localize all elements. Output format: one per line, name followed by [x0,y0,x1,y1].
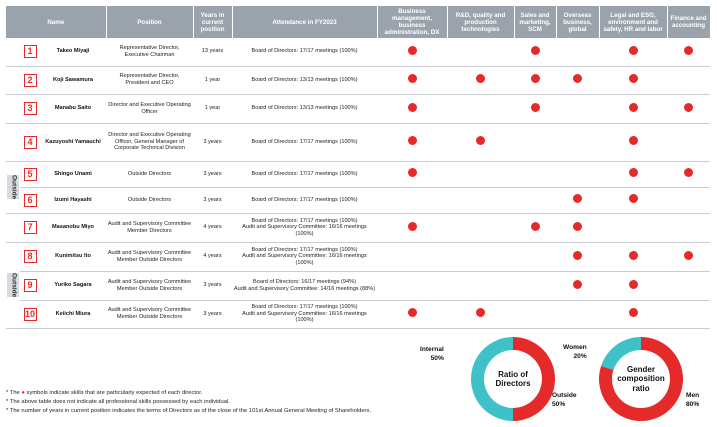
director-attendance [232,161,377,187]
director-name: Manabu Saito [40,94,106,123]
skill-dot-icon [408,46,417,55]
director-position: Director and Executive Operating Officer [106,94,193,123]
director-attendance [232,271,377,300]
skill-dot-icon [684,103,693,112]
number-box: 7 [24,221,37,234]
skill-cell-5 [599,187,667,213]
skill-dot-icon [476,136,485,145]
skill-cell-4 [556,187,599,213]
director-number [20,66,40,94]
outside-label: Outside [10,174,18,200]
skill-cell-3 [514,123,556,161]
director-name: Yuriko Sagara [40,271,106,300]
attendance-line: Board of Directors: 17/17 meetings (100%) [251,138,358,145]
skill-cell-5 [599,213,667,242]
director-name: Takeo Miyaji [40,38,106,66]
header-skill-1: Business management, business administration, DX [377,6,447,38]
skill-cell-4 [556,94,599,123]
table-row [6,300,710,328]
header-years: Years in current position [193,6,232,38]
number-box: 6 [24,194,37,207]
table-row [6,123,710,161]
director-attendance [232,38,377,66]
skill-dot-icon [629,308,638,317]
director-name: Kazuyoshi Yamauchi [40,123,106,161]
skill-dot-icon [531,74,540,83]
skill-dot-icon [629,136,638,145]
outside-group-bar [6,161,20,213]
footnotes [6,389,371,416]
director-number [20,213,40,242]
attendance-line: Board of Directors: 17/17 meetings (100%) [251,48,358,55]
director-position: Outside Directors [106,187,193,213]
skill-dot-icon [629,251,638,260]
attendance-line: Board of Directors: 16/17 meetings (94%) [253,278,356,285]
side-spacer [6,66,20,94]
table-row [6,94,710,123]
table-row [6,271,710,300]
table-row [6,66,710,94]
director-name: Izumi Hayashi [40,187,106,213]
skill-dot-icon [408,308,417,317]
director-position: Audit and Supervisory Committee Member Outside Directors [106,300,193,328]
gender-composition-chart [598,336,684,422]
director-years: 13 years [193,38,232,66]
gender-men-label: Men 80% [686,392,700,408]
skill-dot-icon [476,74,485,83]
skill-dot-icon [684,168,693,177]
skill-cell-2 [447,242,514,271]
skill-dot-icon [629,194,638,203]
footnote-2: * The above table does not indicate all professional skills possessed by each individual. [6,399,230,405]
skill-cell-3 [514,213,556,242]
skill-cell-2 [447,161,514,187]
skill-dot-icon [629,46,638,55]
skill-cell-4 [556,66,599,94]
director-attendance [232,300,377,328]
ratio-internal-label: Internal 50% [420,346,444,362]
skill-cell-2 [447,300,514,328]
skill-dot-icon [573,280,582,289]
skill-cell-1 [377,187,447,213]
number-box: 9 [24,279,37,292]
director-name: Koji Sawamura [40,66,106,94]
director-position: Audit and Supervisory Committee Member Outside Directors [106,242,193,271]
director-attendance [232,187,377,213]
skill-cell-6 [667,123,710,161]
director-years: 3 years [193,300,232,328]
skill-dot-icon [408,103,417,112]
director-attendance [232,66,377,94]
skill-dot-icon [408,136,417,145]
skill-dot-icon [573,74,582,83]
number-box: 4 [24,136,37,149]
number-box: 2 [24,74,37,87]
header-skill-5: Legal and ESG, environment and safety, HR and labor [599,6,667,38]
skill-dot-icon [531,46,540,55]
attendance-line: Board of Directors: 17/17 meetings (100%) [251,304,358,311]
director-position: Audit and Supervisory Committee Member Outside Directors [106,271,193,300]
attendance-line: Board of Directors: 17/17 meetings (100%) [251,246,358,253]
side-spacer [6,123,20,161]
director-years: 3 years [193,161,232,187]
side-spacer [6,38,20,66]
skill-cell-3 [514,271,556,300]
table-row [6,161,710,187]
director-number [20,38,40,66]
skill-cell-3 [514,66,556,94]
ratio-of-directors-chart [470,336,556,422]
attendance-line: Board of Directors: 13/13 meetings (100%) [251,105,358,112]
director-number [20,94,40,123]
director-attendance [232,242,377,271]
skill-cell-1 [377,123,447,161]
skill-dot-icon [573,222,582,231]
skill-cell-6 [667,271,710,300]
director-years: 1 year [193,94,232,123]
skill-dot-icon [408,168,417,177]
director-number [20,161,40,187]
director-attendance [232,123,377,161]
skill-dot-icon [684,46,693,55]
outside-group-bar [6,242,20,328]
number-box: 1 [24,45,37,58]
director-years: 3 years [193,271,232,300]
skill-dot-icon [684,251,693,260]
skill-cell-2 [447,213,514,242]
skill-cell-2 [447,123,514,161]
skill-cell-4 [556,123,599,161]
skill-dot-icon [573,194,582,203]
skill-dot-icon [629,74,638,83]
attendance-line: Audit and Supervisory Committee: 16/16 meetings (100%) [242,224,367,237]
skill-dot-icon [531,222,540,231]
director-position: Outside Directors [106,161,193,187]
skill-cell-6 [667,94,710,123]
skill-cell-5 [599,161,667,187]
skill-cell-4 [556,38,599,66]
header-position: Position [106,6,193,38]
skill-dot-icon [573,251,582,260]
director-position: Representative Director, Executive Chairman [106,38,193,66]
skill-cell-4 [556,242,599,271]
skill-cell-1 [377,213,447,242]
skill-cell-1 [377,271,447,300]
skill-cell-3 [514,242,556,271]
skill-dot-icon [408,74,417,83]
director-years: 4 years [193,213,232,242]
director-number [20,300,40,328]
footnote-3: * The number of years in current position indicates the terms of Directors as of the close of the 101st Annual General Meeting of Shareholders. [6,408,371,414]
director-number [20,271,40,300]
skill-dot-icon [629,168,638,177]
header-skill-4: Overseas business, global [556,6,599,38]
table-row [6,213,710,242]
gender-chart-title: Gender composition ratio [617,364,665,393]
attendance-line: Board of Directors: 17/17 meetings (100%) [251,217,358,224]
skill-cell-3 [514,300,556,328]
director-number [20,242,40,271]
director-years: 3 years [193,123,232,161]
director-years: 4 years [193,242,232,271]
director-attendance [232,94,377,123]
table-row [6,242,710,271]
director-position: Audit and Supervisory Committee Member Directors [106,213,193,242]
skill-cell-5 [599,38,667,66]
director-position: Director and Executive Operating Officer, General Manager of Corporate Technical Division [106,123,193,161]
header-skill-2: R&D, quality and production technologies [447,6,514,38]
red-dot-symbol: ● [21,390,25,396]
skill-cell-1 [377,161,447,187]
skill-cell-1 [377,300,447,328]
skill-cell-2 [447,94,514,123]
director-name: Masanobu Miyo [40,213,106,242]
attendance-line: Board of Directors: 17/17 meetings (100%) [251,196,358,203]
director-years: 1 year [193,66,232,94]
skill-cell-5 [599,242,667,271]
skill-dot-icon [476,308,485,317]
skill-cell-1 [377,38,447,66]
table-row [6,187,710,213]
skill-cell-6 [667,242,710,271]
skill-cell-6 [667,38,710,66]
skill-cell-5 [599,271,667,300]
skill-cell-3 [514,161,556,187]
attendance-line: Audit and Supervisory Committee: 16/16 meetings (100%) [242,253,367,266]
skill-cell-1 [377,242,447,271]
director-name: Keiichi Miura [40,300,106,328]
director-years: 3 years [193,187,232,213]
skill-cell-2 [447,271,514,300]
skill-cell-1 [377,94,447,123]
number-box: 5 [24,168,37,181]
skill-cell-3 [514,94,556,123]
attendance-line: Board of Directors: 13/13 meetings (100%) [251,76,358,83]
skill-cell-5 [599,94,667,123]
footnote-1: * The ● symbols indicate skills that are particularly expected of each director. [6,390,203,396]
skill-cell-3 [514,38,556,66]
number-box: 3 [24,102,37,115]
ratio-outside-label: Outside 50% [552,392,577,408]
director-number [20,187,40,213]
skill-cell-5 [599,300,667,328]
director-name: Kunimitsu Ito [40,242,106,271]
header-name: Name [6,6,106,38]
director-number [20,123,40,161]
skill-cell-5 [599,66,667,94]
skill-cell-4 [556,300,599,328]
skill-cell-6 [667,213,710,242]
header-skill-6: Finance and accounting [667,6,710,38]
skill-cell-5 [599,123,667,161]
attendance-line: Board of Directors: 17/17 meetings (100%) [251,170,358,177]
side-spacer [6,213,20,242]
skill-cell-4 [556,161,599,187]
skill-cell-6 [667,300,710,328]
header-attendance: Attendance in FY2023 [232,6,377,38]
skill-cell-6 [667,187,710,213]
attendance-line: Audit and Supervisory Committee: 14/16 meetings (88%) [233,285,376,292]
table-header-row [6,6,710,38]
outside-label: Outside [10,272,18,298]
skill-cell-1 [377,66,447,94]
director-position: Representative Director, President and CEO [106,66,193,94]
number-box: 10 [24,308,35,319]
table-row [6,38,710,66]
side-spacer [6,94,20,123]
skills-matrix-table [6,6,711,329]
skill-dot-icon [531,103,540,112]
attendance-line: Audit and Supervisory Committee: 16/16 meetings (100%) [242,310,367,324]
header-skill-3: Sales and marketing, SCM [514,6,556,38]
number-box: 8 [24,250,37,263]
skill-cell-4 [556,213,599,242]
skill-cell-2 [447,66,514,94]
skill-cell-6 [667,66,710,94]
skill-dot-icon [629,280,638,289]
director-name: Shingo Unami [40,161,106,187]
gender-women-label: Women 20% [563,344,587,360]
skill-cell-6 [667,161,710,187]
skill-cell-2 [447,187,514,213]
ratio-chart-title: Ratio of Directors [495,369,531,388]
skill-dot-icon [408,222,417,231]
skill-cell-2 [447,38,514,66]
skill-cell-3 [514,187,556,213]
skill-dot-icon [629,103,638,112]
director-attendance [232,213,377,242]
skill-cell-4 [556,271,599,300]
